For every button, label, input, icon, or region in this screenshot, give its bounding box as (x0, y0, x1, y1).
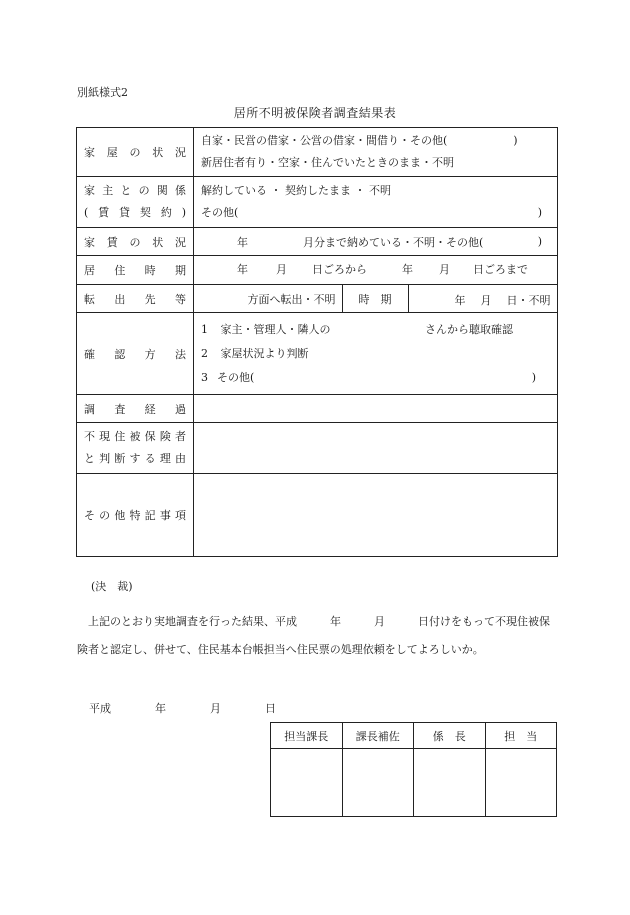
house-status-content (194, 128, 558, 177)
reason-field[interactable] (194, 423, 558, 474)
confirmation-content (194, 313, 558, 395)
landlord-other-suffix: ) (537, 206, 542, 219)
confirmation-item-1 (201, 318, 550, 342)
period-to-day: 日ごろまで (473, 263, 528, 276)
label-reason-line1: 不現住被保険者 (84, 430, 187, 443)
confirmation-item-2-text: 家屋状況より判断 (220, 346, 309, 360)
stamp-box-deputy[interactable] (342, 749, 414, 817)
confirmation-item-1-num: 1 (201, 322, 208, 336)
landlord-options: 解約している ・ 契約したまま ・ 不明 (201, 184, 391, 197)
label-destination: 転出先等 (77, 285, 194, 313)
period-to-year: 年 (402, 263, 413, 276)
approval-header-staff: 担 当 (485, 723, 557, 749)
stamp-box-staff[interactable] (485, 749, 557, 817)
row-other-notes (77, 474, 558, 557)
stamp-box-chief[interactable] (414, 749, 486, 817)
label-house-status: 家屋の状況 (77, 128, 194, 177)
rent-year: 年 (237, 235, 248, 249)
period-from-month: 月 (276, 263, 287, 276)
approval-stamp-row (271, 749, 557, 817)
period-from-year: 年 (237, 263, 248, 276)
confirmation-item-1-suffix: さんから聴取確認 (425, 322, 513, 336)
rent-close: ) (537, 235, 542, 248)
row-house-status (77, 128, 558, 177)
label-investigation: 調査経過 (77, 395, 194, 423)
label-residence-period: 居住時期 (77, 256, 194, 285)
label-landlord (77, 177, 194, 228)
confirmation-item-3-text: その他( (217, 370, 255, 384)
rent-line (201, 234, 550, 250)
other-notes-field[interactable] (194, 474, 558, 557)
rent-text: 月分まで納めている・不明・その他( (303, 235, 484, 249)
destination-day: 日・不明 (506, 294, 551, 307)
row-residence-period (77, 256, 558, 285)
approval-header-chief: 係 長 (414, 723, 486, 749)
destination-inner (194, 285, 557, 312)
date-line: 平成 年 月 日 (89, 702, 276, 715)
decision-label: (決 裁) (91, 580, 133, 593)
investigation-field[interactable] (194, 395, 558, 423)
row-landlord (77, 177, 558, 228)
approval-stamp-table (270, 722, 557, 817)
survey-result-table (76, 127, 558, 557)
house-status-options-2: 新居住者有り・空家・住んでいたときのまま・不明 (201, 156, 454, 169)
confirmation-item-2-num: 2 (201, 346, 208, 360)
destination-content (194, 285, 558, 313)
stamp-box-section-chief[interactable] (271, 749, 343, 817)
row-destination (77, 285, 558, 313)
label-confirmation: 確認方法 (77, 313, 194, 395)
row-rent (77, 228, 558, 256)
approval-header-row (271, 723, 557, 749)
destination-year: 年 (454, 294, 466, 307)
approval-header-section-chief: 担当課長 (271, 723, 343, 749)
label-rent: 家賃の状況 (77, 228, 194, 256)
destination-moved: 方面へ転出・不明 (247, 292, 336, 306)
confirmation-item-3-num: 3 (201, 370, 208, 384)
form-title: 居所不明被保険者調査結果表 (233, 106, 397, 120)
label-reason (77, 423, 194, 474)
destination-month: 月 (480, 294, 492, 307)
label-other-notes: その他特記事項 (77, 474, 194, 557)
row-confirmation (77, 313, 558, 395)
residence-period-line (201, 259, 550, 281)
residence-period-content (194, 256, 558, 285)
rent-content (194, 228, 558, 256)
landlord-other-prefix: その他( (201, 206, 239, 219)
label-landlord-line1: 家主との関係 (84, 184, 187, 197)
period-from-day: 日ごろから (312, 263, 367, 276)
confirmation-item-1-text: 家主・管理人・隣人の (220, 322, 331, 336)
label-landlord-line2: (賃貸契約) (84, 206, 187, 219)
confirmation-item-3-close: ) (531, 370, 536, 384)
house-status-options-1: 自家・民営の借家・公営の借家・間借り・その他( ) (201, 134, 518, 147)
decision-text: 上記のとおり実地調査を行った結果、平成 年 月 日付けをもって不現住被保険者と認定し、併せて、住民基本台帳担当へ住民票の処理依頼をしてよろしいか。 (77, 615, 550, 656)
form-number: 別紙様式2 (77, 86, 128, 99)
confirmation-item-3 (201, 366, 550, 390)
approval-header-deputy: 課長補佐 (342, 723, 414, 749)
label-reason-line2: と判断する理由 (84, 452, 187, 465)
row-investigation (77, 395, 558, 423)
confirmation-item-2 (201, 342, 550, 366)
destination-period-label: 時 期 (342, 285, 408, 312)
landlord-content (194, 177, 558, 228)
period-to-month: 月 (439, 263, 450, 276)
destination-date (408, 285, 557, 312)
landlord-other (201, 202, 550, 224)
row-reason (77, 423, 558, 474)
